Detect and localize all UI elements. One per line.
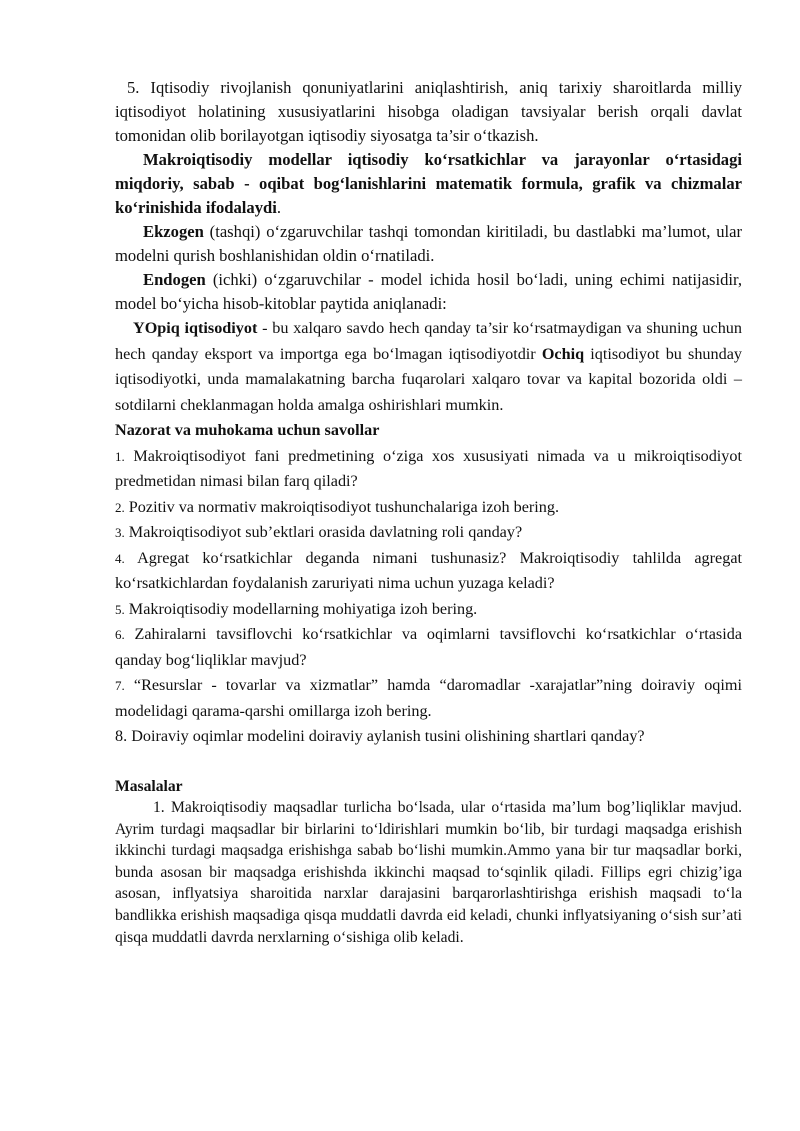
question-text: “Resurslar - tovarlar va xizmatlar” hamda “daromadlar -xarajatlar”ning doiraviy oqimi modelidagi qarama-qarshi omillarga izoh bering. [115,676,742,720]
question-item [115,622,742,673]
open-economy-text: iqtisodiyot bu shunday iqtisodiyotki, unda mamalakatning barcha fuqarolari xalqaro tovar va kapital bozorida oldi – sotdilarni cheklanmagan holda amalga oshirishlari mumkin. [115,344,742,414]
tasks-heading: Masalalar [115,777,183,795]
macro-models-period: . [276,198,281,217]
exogenous-text: (tashqi) o‘zgaruvchilar tashqi tomondan kiritiladi, bu dastlabki ma’lumot, ular modelni qurish boshlanishidan oldin o‘rnatiladi. [115,222,742,265]
question-number: 2. [115,499,125,515]
question-number: 6. [115,627,125,642]
endogenous-term: Endogen [143,270,206,289]
question-number: 3. [115,525,125,540]
question-number: 1. [115,448,125,464]
exogenous-definition [115,220,742,268]
question-item [115,724,742,750]
endogenous-definition [115,268,742,316]
question-number: 7. [115,678,125,693]
question-text: Agregat ko‘rsatkichlar deganda nimani tushunasiz? Makroiqtisodiy tahlilda agregat ko‘rsatkichlardan foydalanish zaruriyati nima uchun yuzaga keladi? [115,548,742,592]
question-item [115,520,742,546]
question-text: Makroiqtisodiyot sub’ektlari orasida davlatning roli qanday? [124,523,523,541]
question-item [115,444,742,495]
question-item [115,495,742,521]
exogenous-term: Ekzogen [143,222,204,241]
questions-list [115,444,742,750]
section-spacer [115,750,742,776]
macro-models-definition [115,148,742,220]
intro-item-5: 5. Iqtisodiy rivojlanish qonuniyatlarini aniqlashtirish, aniq tarixiy sharoitlarda milliy iqtisodiyot holatining xususiyatlarini hisobga oladigan tavsiyalar berish orqali davlat tomonidan olib borilayotgan iqtisodiy siyosatga ta’sir o‘tkazish. [115,78,742,145]
endogenous-text: (ichki) o‘zgaruvchilar - model ichida hosil bo‘ladi, uning echimi natijasidir, model bo‘yicha hisob-kitoblar paytida aniqlanadi: [115,270,742,313]
questions-heading: Nazorat va muhokama uchun savollar [115,421,380,439]
document-page [115,76,742,948]
question-text: Doiraviy oqimlar modelini doiraviy aylanish tusini olishining shartlari qanday? [127,727,645,745]
closed-open-economy-definition [115,316,742,418]
question-number: 5. [115,601,125,617]
question-number: 4. [115,550,125,566]
task-paragraph-1: 1. Makroiqtisodiy maqsadlar turlicha bo‘lsada, ular o‘rtasida ma’lum bog’liqliklar mavjud. Ayrim turdagi maqsadlar bir birlarini to‘ldirishlari mumkin bo‘lib, bir turdagi maqsadga erishish ikkinchi turdagi maqsadga erishishga sabab bo‘lishi mumkin.Ammo yana bir tur maqsadlar borki, bunda asosan bir maqsadga erishishda ikkinchi maqsad to‘sqinlik qiladi. Fillips egri chizig’iga asosan, inflyatsiya sharoitida narxlar darajasini barqarorlashtirishga erishish maqsadi to‘la bandlikka erishish maqsadiga qisqa muddatli davrda eid keladi, chunki inflyatsiyaning o‘sish sur’ati qisqa muddatli davrda nerxlarning o‘sishiga olib keladi. [115,799,742,946]
question-item [115,597,742,623]
question-text: Makroiqtisodiy modellarning mohiyatiga izoh bering. [124,599,478,618]
question-item [115,673,742,724]
question-text: Pozitiv va normativ makroiqtisodiyot tushunchalariga izoh bering. [124,497,560,516]
macro-models-bold-text: Makroiqtisodiy modellar iqtisodiy ko‘rsatkichlar va jarayonlar o‘rtasidagi miqdoriy, sabab - oqibat bog‘lanishlarini matematik formula, grafik va chizmalar ko‘rinishida ifodalaydi [115,150,742,217]
question-number: 8. [115,727,128,745]
open-economy-term: Ochiq [541,344,585,363]
closed-economy-term: YOpiq iqtisodiyot [133,319,258,337]
question-item [115,546,742,597]
question-text: Makroiqtisodiyot fani predmetining o‘ziga xos xususiyati nimada va u mikroiqtisodiyot predmetidan nimasi bilan farq qiladi? [115,446,742,490]
question-text: Zahiralarni tavsiflovchi ko‘rsatkichlar va oqimlarni tavsiflovchi ko‘rsatkichlar o‘rtasida qanday bog‘liqliklar mavjud? [115,625,742,669]
closed-economy-text: - bu xalqaro savdo hech qanday ta’sir ko‘rsatmaydigan va shuning uchun hech qanday eksport va importga ega bo‘lmagan iqtisodiyotdir [115,319,742,363]
